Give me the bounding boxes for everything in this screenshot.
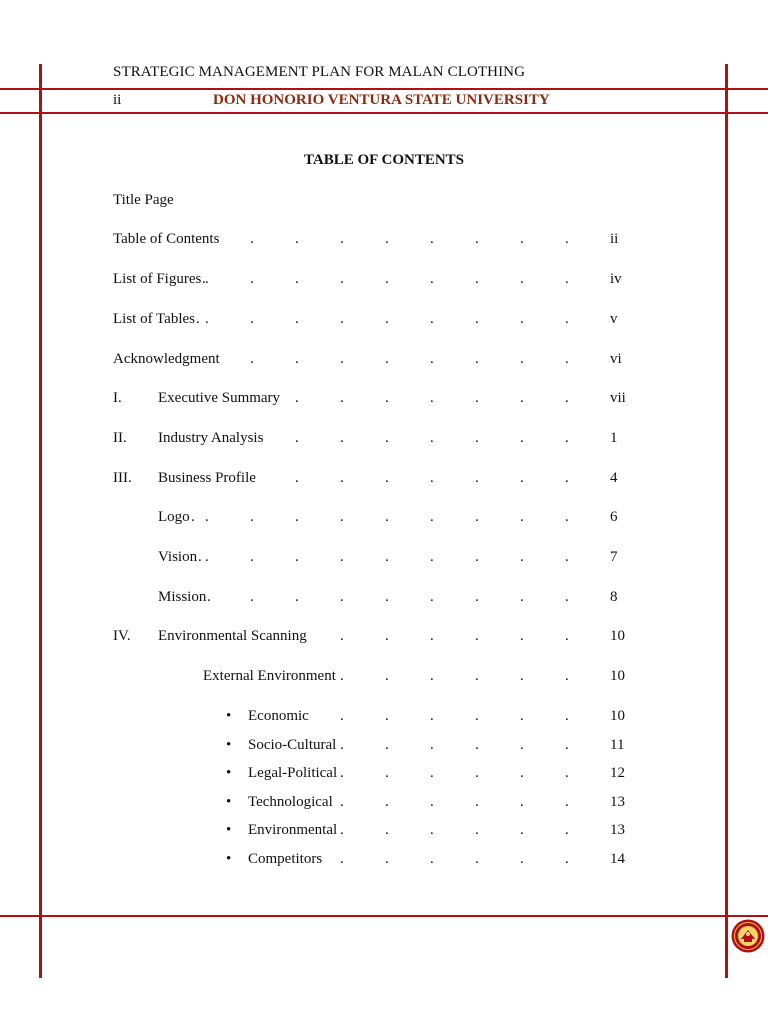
leader-dot: . xyxy=(295,470,299,486)
leader-dot: . xyxy=(295,430,299,446)
document-title: STRATEGIC MANAGEMENT PLAN FOR MALAN CLOTHING xyxy=(113,64,526,80)
leader-dot: . xyxy=(198,549,202,565)
leader-dot: . xyxy=(340,430,344,446)
leader-dot: . xyxy=(475,311,479,327)
toc-entry-page: 13 xyxy=(610,794,625,810)
toc-entry-page: vii xyxy=(610,390,626,406)
bullet-icon: • xyxy=(226,851,232,867)
leader-dot: . xyxy=(565,470,569,486)
leader-dot: . xyxy=(475,794,479,810)
toc-entry-page: vi xyxy=(610,351,622,367)
leader-dot: . xyxy=(250,351,254,367)
leader-dot: . xyxy=(340,851,344,867)
leader-dot: . xyxy=(295,549,299,565)
toc-entry xyxy=(0,390,768,410)
leader-dot: . xyxy=(520,737,524,753)
leader-dot: . xyxy=(385,794,389,810)
toc-entry-label: Environmental xyxy=(248,822,338,838)
bullet-icon: • xyxy=(226,765,232,781)
leader-dot: . xyxy=(520,765,524,781)
leader-dot: . xyxy=(430,390,434,406)
leader-dot: . xyxy=(385,708,389,724)
toc-entry xyxy=(0,430,768,450)
leader-dot: . xyxy=(205,549,209,565)
toc-entry-label: Legal-Political xyxy=(248,765,338,781)
leader-dot: . xyxy=(340,708,344,724)
toc-entry xyxy=(0,549,768,569)
bullet-icon: • xyxy=(226,737,232,753)
toc-entry xyxy=(0,351,768,371)
leader-dot: . xyxy=(565,822,569,838)
leader-dot: . xyxy=(385,271,389,287)
leader-dot: . xyxy=(565,668,569,684)
toc-entry xyxy=(0,708,768,728)
toc-entry-page: 10 xyxy=(610,708,625,724)
university-seal-icon xyxy=(731,919,765,953)
leader-dot: . xyxy=(475,271,479,287)
leader-dot: . xyxy=(565,549,569,565)
leader-dot: . xyxy=(475,822,479,838)
leader-dot: . xyxy=(295,390,299,406)
leader-dot: . xyxy=(250,589,254,605)
toc-entry-page: 1 xyxy=(610,430,618,446)
leader-dot: . xyxy=(340,765,344,781)
leader-dot: . xyxy=(250,231,254,247)
leader-dot: . xyxy=(565,765,569,781)
leader-dot: . xyxy=(430,628,434,644)
leader-dot: . xyxy=(520,231,524,247)
leader-dot: . xyxy=(385,390,389,406)
toc-entry-label: Industry Analysis xyxy=(158,430,264,446)
leader-dot: . xyxy=(430,822,434,838)
leader-dot: . xyxy=(430,737,434,753)
toc-entry-page: 14 xyxy=(610,851,625,867)
leader-dot: . xyxy=(520,851,524,867)
leader-dot: . xyxy=(250,271,254,287)
leader-dot: . xyxy=(565,430,569,446)
toc-entry-page: 4 xyxy=(610,470,618,486)
toc-entry-label: Environmental Scanning xyxy=(158,628,307,644)
leader-dot: . xyxy=(565,794,569,810)
header-bottom-rule xyxy=(0,112,768,114)
toc-entry-page: 8 xyxy=(610,589,618,605)
leader-dot: . xyxy=(385,589,389,605)
toc-entry-label: Mission xyxy=(158,589,207,605)
toc-entry-label: Logo xyxy=(158,509,190,525)
leader-dot: . xyxy=(475,628,479,644)
toc-entry-page: v xyxy=(610,311,618,327)
leader-dot: . xyxy=(475,708,479,724)
leader-dot: . xyxy=(250,509,254,525)
toc-entry xyxy=(0,765,768,785)
leader-dot: . xyxy=(520,311,524,327)
leader-dot: . xyxy=(520,822,524,838)
toc-entry-page: iv xyxy=(610,271,622,287)
leader-dot: . xyxy=(430,470,434,486)
toc-entry-label: External Environment xyxy=(203,668,336,684)
toc-entry xyxy=(0,794,768,814)
leader-dot: . xyxy=(520,351,524,367)
leader-dot: . xyxy=(565,589,569,605)
leader-dot: . xyxy=(385,822,389,838)
leader-dot: . xyxy=(385,765,389,781)
toc-entry-label: Title Page xyxy=(113,192,174,208)
toc-entry-label: Vision xyxy=(158,549,198,565)
toc-entry xyxy=(0,628,768,648)
toc-entry xyxy=(0,271,768,291)
toc-entry xyxy=(0,231,768,251)
leader-dot: . xyxy=(520,589,524,605)
page-number: ii xyxy=(113,92,122,108)
toc-entry xyxy=(0,509,768,529)
leader-dot: . xyxy=(520,549,524,565)
toc-entry-label: Technological xyxy=(248,794,333,810)
leader-dot: . xyxy=(340,271,344,287)
leader-dot: . xyxy=(250,549,254,565)
leader-dot: . xyxy=(191,509,195,525)
leader-dot: . xyxy=(565,708,569,724)
toc-entry-page: 13 xyxy=(610,822,625,838)
leader-dot: . xyxy=(196,311,200,327)
leader-dot: . xyxy=(475,668,479,684)
toc-heading: TABLE OF CONTENTS xyxy=(303,152,465,168)
leader-dot: . xyxy=(430,311,434,327)
leader-dot: . xyxy=(565,390,569,406)
bullet-icon: • xyxy=(226,822,232,838)
leader-dot: . xyxy=(565,271,569,287)
leader-dot: . xyxy=(340,549,344,565)
toc-entry xyxy=(0,589,768,609)
leader-dot: . xyxy=(520,628,524,644)
leader-dot: . xyxy=(430,708,434,724)
toc-entry-number: II. xyxy=(113,430,127,446)
toc-entry xyxy=(0,822,768,842)
leader-dot: . xyxy=(295,271,299,287)
leader-dot: . xyxy=(340,231,344,247)
toc-entry-label: Executive Summary xyxy=(158,390,281,406)
bullet-icon: • xyxy=(226,794,232,810)
leader-dot: . xyxy=(430,509,434,525)
toc-entry xyxy=(0,470,768,490)
leader-dot: . xyxy=(475,390,479,406)
leader-dot: . xyxy=(475,509,479,525)
leader-dot: . xyxy=(520,470,524,486)
leader-dot: . xyxy=(295,351,299,367)
leader-dot: . xyxy=(385,628,389,644)
leader-dot: . xyxy=(340,628,344,644)
leader-dot: . xyxy=(385,430,389,446)
toc-entry-label: List of Tables xyxy=(113,311,195,327)
leader-dot: . xyxy=(430,271,434,287)
bullet-icon: • xyxy=(226,708,232,724)
leader-dot: . xyxy=(385,470,389,486)
leader-dot: . xyxy=(430,794,434,810)
leader-dot: . xyxy=(475,470,479,486)
leader-dot: . xyxy=(475,351,479,367)
leader-dot: . xyxy=(565,231,569,247)
toc-entry xyxy=(0,311,768,331)
toc-entry-number: III. xyxy=(113,470,132,486)
leader-dot: . xyxy=(295,589,299,605)
leader-dot: . xyxy=(520,509,524,525)
leader-dot: . xyxy=(520,390,524,406)
leader-dot: . xyxy=(202,271,206,287)
leader-dot: . xyxy=(565,351,569,367)
leader-dot: . xyxy=(430,668,434,684)
university-name: DON HONORIO VENTURA STATE UNIVERSITY xyxy=(213,92,550,108)
leader-dot: . xyxy=(340,589,344,605)
toc-entry-number: IV. xyxy=(113,628,131,644)
leader-dot: . xyxy=(385,509,389,525)
leader-dot: . xyxy=(565,311,569,327)
toc-entry-label: Competitors xyxy=(248,851,323,867)
toc-entry xyxy=(0,737,768,757)
leader-dot: . xyxy=(430,851,434,867)
leader-dot: . xyxy=(520,794,524,810)
leader-dot: . xyxy=(385,231,389,247)
toc-entry-page: ii xyxy=(610,231,619,247)
leader-dot: . xyxy=(520,668,524,684)
leader-dot: . xyxy=(340,470,344,486)
toc-entry-page: 11 xyxy=(610,737,625,753)
leader-dot: . xyxy=(565,509,569,525)
leader-dot: . xyxy=(295,509,299,525)
toc-entry-number: I. xyxy=(113,390,122,406)
toc-entry-page: 6 xyxy=(610,509,618,525)
leader-dot: . xyxy=(520,271,524,287)
toc-entry xyxy=(0,192,768,212)
toc-entry-page: 10 xyxy=(610,628,625,644)
leader-dot: . xyxy=(430,430,434,446)
leader-dot: . xyxy=(430,549,434,565)
leader-dot: . xyxy=(475,589,479,605)
toc-entry xyxy=(0,668,768,688)
leader-dot: . xyxy=(340,794,344,810)
leader-dot: . xyxy=(385,668,389,684)
toc-entry-label: Business Profile xyxy=(158,470,256,486)
toc-entry-label: Socio-Cultural xyxy=(248,737,337,753)
leader-dot: . xyxy=(340,737,344,753)
leader-dot: . xyxy=(385,737,389,753)
footer-rule xyxy=(0,915,768,917)
leader-dot: . xyxy=(520,708,524,724)
leader-dot: . xyxy=(385,311,389,327)
leader-dot: . xyxy=(385,851,389,867)
leader-dot: . xyxy=(475,737,479,753)
leader-dot: . xyxy=(295,231,299,247)
leader-dot: . xyxy=(340,822,344,838)
leader-dot: . xyxy=(205,509,209,525)
toc-entry-label: Table of Contents xyxy=(113,231,220,247)
leader-dot: . xyxy=(340,390,344,406)
toc-entry-page: 12 xyxy=(610,765,625,781)
leader-dot: . xyxy=(475,549,479,565)
leader-dot: . xyxy=(520,430,524,446)
leader-dot: . xyxy=(430,589,434,605)
leader-dot: . xyxy=(340,668,344,684)
leader-dot: . xyxy=(430,351,434,367)
toc-entry xyxy=(0,851,768,871)
leader-dot: . xyxy=(207,589,211,605)
leader-dot: . xyxy=(340,509,344,525)
header-top-rule xyxy=(0,88,768,90)
toc-entry-label: Economic xyxy=(248,708,309,724)
leader-dot: . xyxy=(205,271,209,287)
leader-dot: . xyxy=(565,737,569,753)
leader-dot: . xyxy=(295,311,299,327)
toc-entry-page: 10 xyxy=(610,668,625,684)
leader-dot: . xyxy=(430,765,434,781)
leader-dot: . xyxy=(475,765,479,781)
leader-dot: . xyxy=(205,311,209,327)
leader-dot: . xyxy=(250,311,254,327)
leader-dot: . xyxy=(565,628,569,644)
toc-entry-label: List of Figures xyxy=(113,271,202,287)
leader-dot: . xyxy=(430,231,434,247)
leader-dot: . xyxy=(475,231,479,247)
leader-dot: . xyxy=(385,351,389,367)
toc-entry-label: Acknowledgment xyxy=(113,351,220,367)
leader-dot: . xyxy=(565,851,569,867)
leader-dot: . xyxy=(340,351,344,367)
toc-entry-page: 7 xyxy=(610,549,618,565)
leader-dot: . xyxy=(475,851,479,867)
leader-dot: . xyxy=(475,430,479,446)
leader-dot: . xyxy=(340,311,344,327)
leader-dot: . xyxy=(385,549,389,565)
